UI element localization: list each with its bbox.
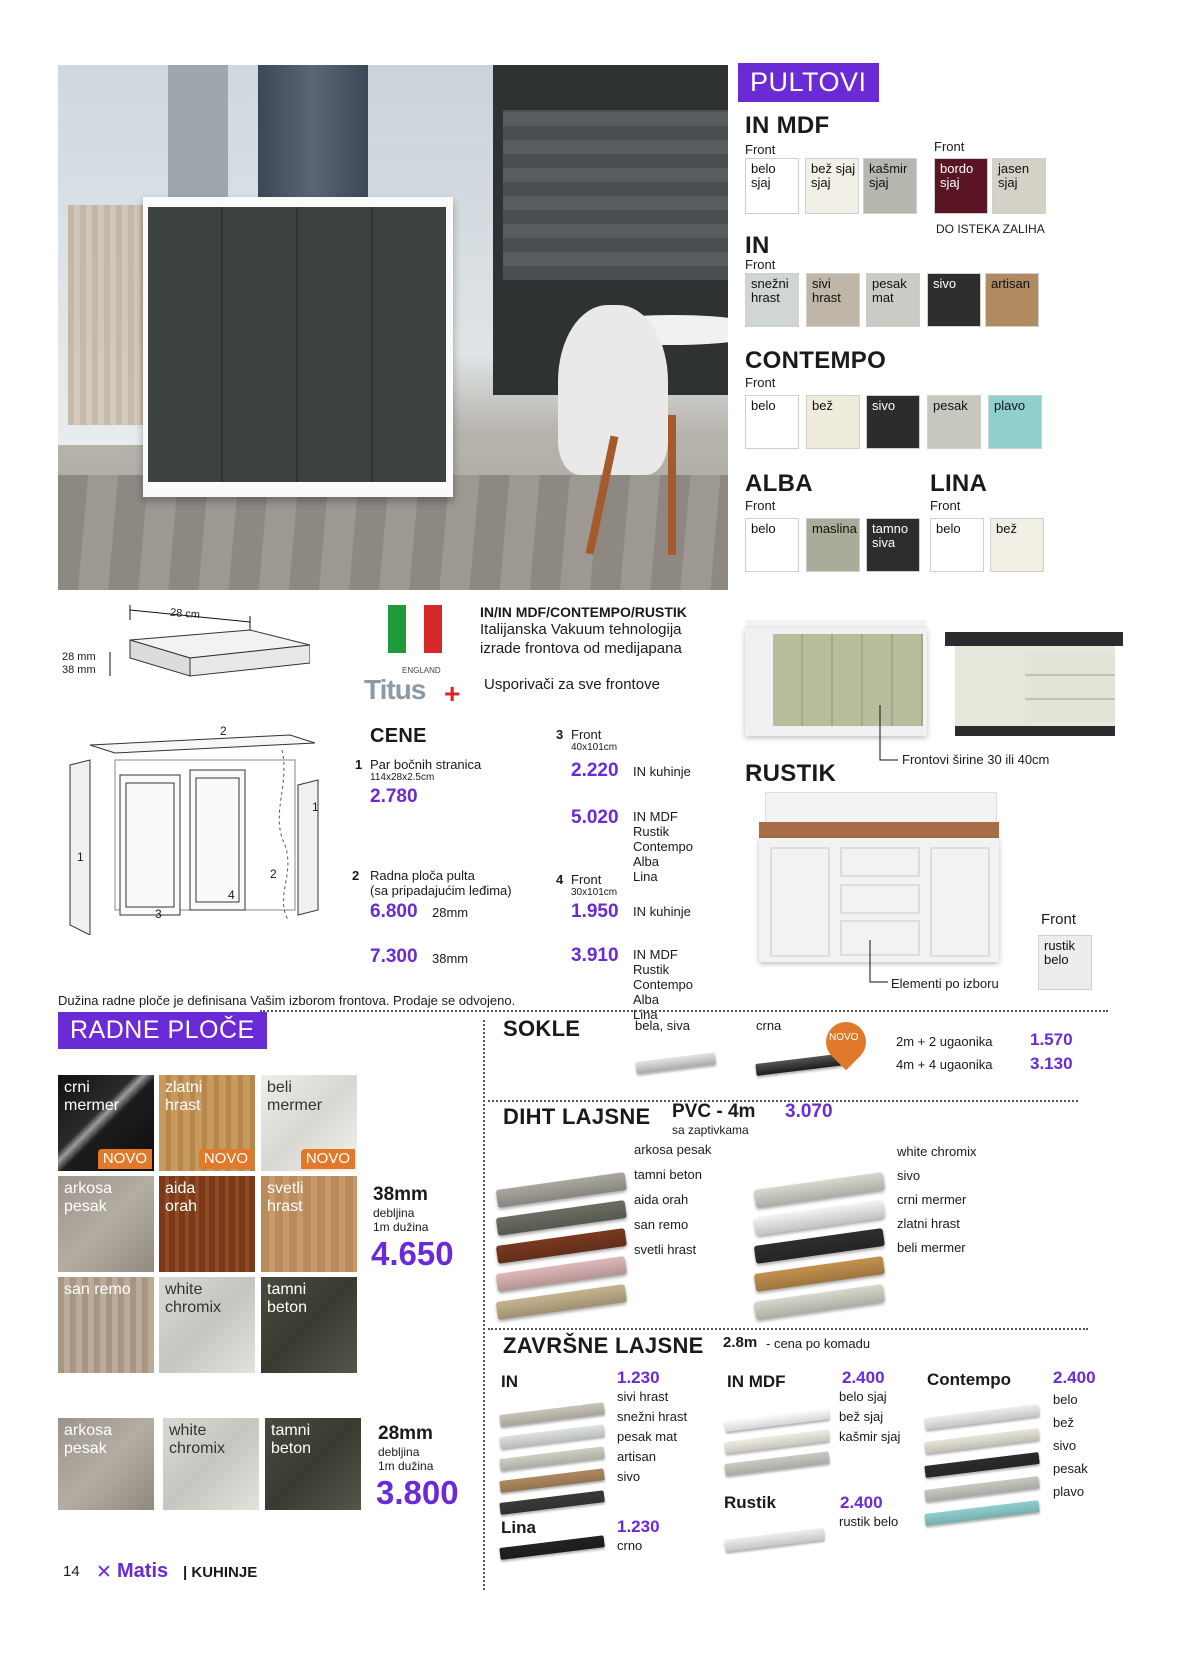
worktop-tile[interactable] — [261, 1277, 357, 1373]
thickness-label-1: 28 mm — [62, 651, 96, 663]
tile-label: white chromix — [165, 1281, 222, 1316]
diagram-num-1b: 1 — [77, 850, 84, 864]
sokle-opt2: crna — [756, 1018, 782, 1033]
item3-desc-in: IN kuhinje — [633, 764, 691, 779]
tech-line-2: izrade frontova od medijapana — [480, 640, 682, 657]
rustik-front: Front — [1041, 911, 1077, 928]
thickness-label-2: 38 mm — [62, 664, 96, 676]
trim-strip — [924, 1452, 1040, 1478]
diht-pvc: PVC - 4m — [672, 1101, 756, 1122]
diht-pvc-sub: sa zaptivkama — [672, 1123, 749, 1137]
trim-strip — [499, 1468, 605, 1493]
sokle-row2-label: 4m + 4 ugaonika — [896, 1057, 993, 1072]
frontovi-leader — [870, 705, 900, 765]
item1-num: 1 — [355, 757, 363, 772]
item4-dim: 30x101cm — [571, 887, 618, 898]
p28-price: 3.800 — [376, 1474, 459, 1511]
worktop-tile[interactable] — [159, 1277, 255, 1373]
elementi-note: Elementi po izboru — [891, 976, 999, 991]
brand-name: Matis — [117, 1560, 169, 1582]
worktop-tile[interactable] — [159, 1075, 255, 1171]
titus-logo: ENGLAND Titus + — [364, 666, 461, 709]
in-front: Front — [745, 257, 776, 272]
alba-front: Front — [745, 498, 776, 513]
cene-title: CENE — [370, 725, 427, 747]
rustik-title: RUSTIK — [745, 760, 837, 787]
color-swatch[interactable]: sivo — [866, 395, 920, 449]
color-swatch[interactable]: artisan — [985, 273, 1039, 327]
color-swatch[interactable]: bordo sjaj — [934, 158, 988, 214]
worktop-tile[interactable]: arkosa pesak — [58, 1418, 154, 1510]
zav-contempo-title: Contempo — [927, 1370, 1012, 1389]
color-swatch[interactable]: plavo — [988, 395, 1042, 449]
item2-price-28: 6.800 — [370, 901, 418, 922]
zav-rustik-price: 2.400 — [840, 1493, 883, 1512]
in-title: IN — [745, 232, 770, 259]
trim-strip — [499, 1446, 605, 1471]
color-swatch[interactable]: maslina — [806, 518, 860, 572]
matis-logo-icon: ✕ — [96, 1562, 112, 1583]
list-item: bež sjaj — [839, 1409, 884, 1424]
item1-price: 2.780 — [370, 786, 418, 807]
list-item: bež — [1053, 1415, 1074, 1430]
color-swatch[interactable]: pesak — [927, 395, 981, 449]
diagram-num-3: 3 — [155, 907, 162, 921]
color-swatch[interactable]: belo — [745, 395, 799, 449]
diagram-num-2b: 2 — [270, 867, 277, 881]
zav-inmdf-price: 2.400 — [842, 1368, 885, 1387]
lina-front: Front — [930, 498, 961, 513]
color-swatch[interactable]: belo — [930, 518, 984, 572]
list-item: crni mermer — [897, 1192, 967, 1207]
color-swatch[interactable]: pesak mat — [866, 273, 920, 327]
novo-badge: NOVO — [199, 1149, 253, 1169]
color-swatch[interactable]: sivi hrast — [806, 273, 860, 327]
list-item: white chromix — [897, 1144, 977, 1159]
list-item: zlatni hrast — [897, 1216, 960, 1231]
zavrsne-title: ZAVRŠNE LAJSNE — [503, 1333, 704, 1358]
item4-name: Front — [571, 872, 602, 887]
color-swatch[interactable]: jasen sjaj — [992, 158, 1046, 214]
novo-badge: NOVO — [98, 1149, 152, 1169]
list-item: artisan — [617, 1449, 657, 1464]
sokle-strip-gray — [635, 1052, 716, 1074]
list-item: sivo — [1053, 1438, 1077, 1453]
tech-heading: IN/IN MDF/CONTEMPO/RUSTIK — [480, 604, 687, 620]
tile-label: arkosa pesak — [64, 1180, 113, 1215]
list-item: sivo — [617, 1469, 641, 1484]
worktop-tile[interactable] — [261, 1176, 357, 1272]
in-mdf-front-left: Front — [745, 142, 776, 157]
zaliha-note: DO ISTEKA ZALIHA — [936, 222, 1045, 236]
diht-title: DIHT LAJSNE — [503, 1104, 651, 1129]
list-item: pesak mat — [617, 1429, 677, 1444]
zav-in-title: IN — [501, 1372, 518, 1391]
item1-name: Par bočnih stranica — [370, 757, 482, 772]
item1-dim: 114x28x2.5cm — [370, 772, 435, 783]
zav-lina-price: 1.230 — [617, 1517, 660, 1536]
trim-strip — [499, 1424, 605, 1449]
worktop-tile[interactable] — [58, 1277, 154, 1373]
color-swatch[interactable]: snežni hrast — [745, 273, 799, 327]
in-mdf-title: IN MDF — [745, 112, 830, 139]
item2-sub: (sa pripadajućim leđima) — [370, 883, 512, 898]
zav-contempo-price: 2.400 — [1053, 1368, 1096, 1387]
sokle-novo: NOVO — [829, 1032, 859, 1043]
tech-line-1: Italijanska Vakuum tehnologija — [480, 621, 682, 638]
color-swatch[interactable]: sivo — [927, 273, 981, 327]
radne-ploce-band: RADNE PLOČE — [58, 1012, 267, 1049]
item4-price-mdf: 3.910 — [571, 945, 619, 966]
diagram-num-4: 4 — [228, 888, 235, 902]
tile-label: beli mermer — [267, 1079, 323, 1114]
list-item: kašmir sjaj — [839, 1429, 901, 1444]
tile-label: san remo — [64, 1281, 131, 1298]
item3-desc-mdf: IN MDF Rustik Contempo Alba Lina — [633, 809, 693, 884]
cene-note: Dužina radne ploče je definisana Vašim izborom frontova. Prodaje se odvojeno. — [58, 993, 516, 1008]
plus-icon: + — [444, 678, 461, 709]
pult-photo-2 — [945, 612, 1123, 742]
color-swatch[interactable]: kašmir sjaj — [863, 158, 917, 214]
p28-thickness: 28mm — [378, 1423, 433, 1444]
trim-strip — [924, 1476, 1040, 1502]
color-swatch[interactable]: belo sjaj — [745, 158, 799, 214]
color-swatch[interactable]: bež — [806, 395, 860, 449]
tile-label: svetli hrast — [267, 1180, 304, 1215]
diagram-num-2a: 2 — [220, 724, 227, 738]
list-item: belo sjaj — [839, 1389, 887, 1404]
list-item: arkosa pesak — [634, 1142, 712, 1157]
lina-title: LINA — [930, 470, 988, 497]
list-item: beli mermer — [897, 1240, 966, 1255]
diagram-num-1a: 1 — [312, 800, 319, 814]
color-swatch[interactable]: tamno siva — [866, 518, 920, 572]
color-swatch[interactable]: belo — [745, 518, 799, 572]
worktop-tile[interactable]: white chromix — [163, 1418, 259, 1510]
rustik-belo-swatch: rustik belo — [1038, 935, 1092, 990]
p38-deb: debljina — [373, 1206, 415, 1220]
elementi-leader — [860, 940, 890, 990]
list-item: aida orah — [634, 1192, 689, 1207]
item2-name: Radna ploča pulta — [370, 868, 475, 883]
worktop-tile[interactable] — [261, 1075, 357, 1171]
list-item: sivi hrast — [617, 1389, 669, 1404]
zav-lina-item: crno — [617, 1538, 643, 1553]
hero-photo — [58, 65, 728, 590]
tile-label: aida orah — [165, 1180, 198, 1215]
item2-price-38: 7.300 — [370, 946, 418, 967]
cabinet-diagram — [60, 725, 350, 935]
p28-deb: debljina — [378, 1445, 420, 1459]
item4-desc-in: IN kuhinje — [633, 904, 691, 919]
zav-lina-title: Lina — [501, 1518, 536, 1537]
zav-inmdf-title: IN MDF — [727, 1372, 786, 1391]
tile-label: crni mermer — [64, 1079, 120, 1114]
trim-strip — [724, 1407, 830, 1432]
p28-len: 1m dužina — [378, 1459, 434, 1473]
trim-strip — [499, 1402, 605, 1427]
pultovi-band: PULTOVI — [738, 63, 879, 102]
worktop-tile[interactable] — [159, 1176, 255, 1272]
p38-len: 1m dužina — [373, 1220, 429, 1234]
sokle-row2-price: 3.130 — [1030, 1054, 1073, 1073]
item2-unit-38: 38mm — [432, 951, 469, 966]
sokle-title: SOKLE — [503, 1016, 581, 1041]
p38-thickness: 38mm — [373, 1184, 428, 1205]
sokle-row1-label: 2m + 2 ugaonika — [896, 1034, 993, 1049]
list-item: plavo — [1053, 1484, 1085, 1499]
item3-name: Front — [571, 727, 602, 742]
tile-label: tamni beton — [267, 1281, 308, 1316]
diht-price: 3.070 — [785, 1101, 833, 1122]
list-item: tamni beton — [634, 1167, 702, 1182]
usporivaci: Usporivači za sve frontove — [484, 676, 660, 693]
trim-strip — [724, 1451, 830, 1476]
trim-strip — [499, 1535, 605, 1560]
trim-strip — [924, 1500, 1040, 1526]
worktop-tile[interactable] — [58, 1176, 154, 1272]
color-swatch[interactable]: bež — [990, 518, 1044, 572]
zav-rustik-title: Rustik — [724, 1493, 776, 1512]
worktop-tile[interactable]: tamni beton — [265, 1418, 361, 1510]
item3-num: 3 — [556, 727, 564, 742]
in-mdf-front-right: Front — [934, 139, 965, 154]
item2-unit-28: 28mm — [432, 905, 469, 920]
list-item: sivo — [897, 1168, 921, 1183]
list-item: snežni hrast — [617, 1409, 688, 1424]
divider-top — [260, 1010, 1108, 1012]
trim-strip — [924, 1404, 1040, 1430]
contempo-title: CONTEMPO — [745, 347, 887, 374]
trim-strip — [499, 1490, 605, 1515]
list-item: pesak — [1053, 1461, 1088, 1476]
divider-vertical — [483, 1020, 485, 1590]
list-item: san remo — [634, 1217, 689, 1232]
page-number: 14 — [63, 1563, 80, 1580]
list-item: svetli hrast — [634, 1242, 697, 1257]
alba-title: ALBA — [745, 470, 813, 497]
item3-dim: 40x101cm — [571, 742, 618, 753]
sokle-opt1: bela, siva — [635, 1018, 690, 1033]
trim-strip — [924, 1428, 1040, 1454]
list-item: belo — [1053, 1392, 1078, 1407]
width-label: 28 cm — [169, 606, 201, 622]
zav-in-price: 1.230 — [617, 1368, 660, 1387]
item3-price-mdf: 5.020 — [571, 807, 619, 828]
zavrsne-len: 2.8m — [723, 1334, 758, 1351]
item3-price-in: 2.220 — [571, 760, 619, 781]
tile-label: zlatni hrast — [165, 1079, 203, 1114]
contempo-front: Front — [745, 375, 776, 390]
sokle-row1-price: 1.570 — [1030, 1030, 1073, 1049]
item4-desc-mdf: IN MDF Rustik Contempo Alba Lina — [633, 947, 693, 1022]
italy-flag — [388, 605, 442, 653]
frontovi-note: Frontovi širine 30 ili 40cm — [902, 752, 1050, 767]
item4-price-in: 1.950 — [571, 901, 619, 922]
worktop-tile[interactable] — [58, 1075, 154, 1171]
p38-price: 4.650 — [371, 1235, 454, 1272]
divider-diht — [488, 1328, 1088, 1330]
zav-rustik-item: rustik belo — [839, 1514, 899, 1529]
divider-sokle — [488, 1100, 1078, 1102]
novo-badge: NOVO — [301, 1149, 355, 1169]
trim-strip — [724, 1528, 825, 1552]
zavrsne-len-note: - cena po komadu — [766, 1336, 871, 1351]
color-swatch[interactable]: bež sjaj sjaj — [805, 158, 859, 214]
item2-num: 2 — [352, 868, 360, 883]
item4-num: 4 — [556, 872, 564, 887]
trim-strip — [724, 1429, 830, 1454]
footer-section: | KUHINJE — [183, 1564, 258, 1581]
